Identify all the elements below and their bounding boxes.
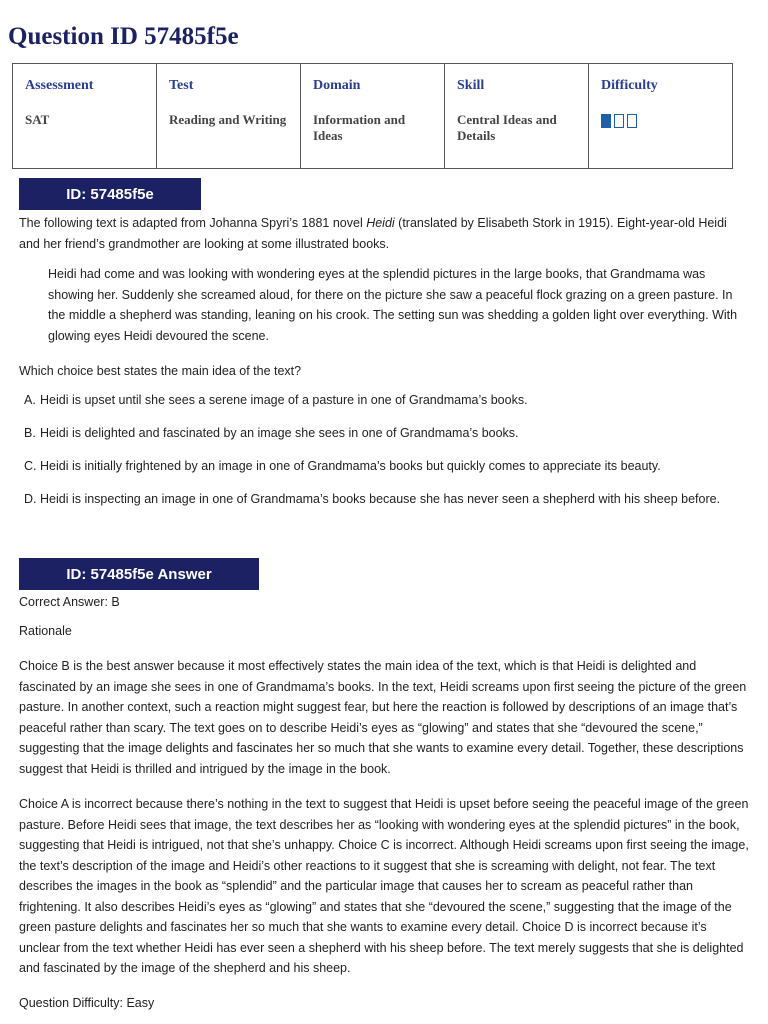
meta-cell-domain xyxy=(301,64,445,169)
intro-text-before: The following text is adapted from Johanna Spyri’s 1881 novel xyxy=(19,216,367,230)
correct-answer: Correct Answer: B xyxy=(19,595,120,609)
meta-row xyxy=(13,64,733,169)
question-text: Which choice best states the main idea of the text? xyxy=(19,364,302,378)
answer-choices xyxy=(24,390,744,522)
rationale-paragraph: Choice B is the best answer because it most effectively states the main idea of the text, which is that Heidi is delighted and fascinated by an image she sees in one of Grandmama’s books. In the text, Heidi screams upon first seeing the picture of the green pasture. In another context, such a reaction might suggest fear, but here the reaction is followed by descriptions of an image that’s peaceful rather than scary. The text goes on to describe Heidi’s eyes as “glowing” and states that she “devoured the scene,” suggesting that the image delights and fascinates her so much that she wants to examine every detail. Together, these descriptions suggest that Heidi is thrilled and intrigued by the image in the book. xyxy=(19,659,747,776)
meta-cell-assessment xyxy=(13,64,157,169)
choice-c xyxy=(24,456,744,477)
rationale-paragraph: Choice A is incorrect because there’s nothing in the text to suggest that Heidi is upset before seeing the peaceful image of the green pasture. Before Heidi sees that image, the text describes her as “looking with wondering eyes at the splendid pictures” in the book, suggesting that Heidi is intrigued, not that she’s unhappy. Choice C is incorrect. Although Heidi screams upon first seeing the image, the text’s description of the image and Heidi’s other reactions to it suggest that she is screaming with delight, not fear. The text describes the images in the book as “splendid” and the particular image that causes her to scream as peaceful rather than frightening. It also describes Heidi’s eyes as “glowing” and states that she “devoured the scene,” suggesting that the image of the green pasture delights and fascinates her so much that she wants to examine every detail. Choice D is incorrect because it’s unclear from the text whether Heidi has ever seen a shepherd with his sheep before. The text merely suggests that she is delighted and fascinated by the image of the shepherd and his sheep. xyxy=(19,797,749,975)
meta-cell-skill xyxy=(445,64,589,169)
meta-header-assessment: Assessment xyxy=(25,78,94,93)
choice-letter: D. xyxy=(24,492,37,506)
intro-text xyxy=(19,213,749,254)
rationale-label: Rationale xyxy=(19,624,72,638)
choice-b xyxy=(24,423,744,444)
choice-a xyxy=(24,390,744,411)
choice-text: Heidi is delighted and fascinated by an image she sees in one of Grandmama’s books. xyxy=(40,426,519,440)
meta-value-assessment: SAT xyxy=(25,112,50,127)
passage-text: Heidi had come and was looking with wondering eyes at the splendid pictures in the large books, that Grandmama was showing her. Suddenly she screamed aloud, for there on the picture she saw a peaceful flock grazing on a green pasture. In the middle a shepherd was standing, leaning on his crook. The setting sun was shedding a golden light over everything. With glowing eyes Heidi devoured the scene. xyxy=(48,267,738,343)
meta-value-test: Reading and Writing xyxy=(169,112,287,127)
difficulty-indicator xyxy=(601,114,720,128)
difficulty-bar-filled xyxy=(601,114,611,128)
difficulty-bar-empty xyxy=(614,114,624,128)
choice-text: Heidi is inspecting an image in one of Grandmama’s books because she has never seen a shepherd with his sheep before. xyxy=(40,492,721,506)
choice-text: Heidi is upset until she sees a serene image of a pasture in one of Grandmama’s books. xyxy=(40,393,528,407)
choice-letter: A. xyxy=(24,393,36,407)
choice-text: Heidi is initially frightened by an image in one of Grandmama’s books but quickly comes to appreciate its beauty. xyxy=(40,459,661,473)
meta-cell-test xyxy=(157,64,301,169)
difficulty-bar-empty xyxy=(627,114,637,128)
intro-text-after: (translated by Elisabeth Stork in 1915). Eight-year-old Heidi and her friend’s grandmother are looking at some illustrated books. xyxy=(19,216,727,251)
meta-value-skill: Central Ideas and Details xyxy=(457,112,557,143)
meta-value-domain: Information and Ideas xyxy=(313,112,406,143)
choice-letter: B. xyxy=(24,426,36,440)
question-meta-table xyxy=(12,63,733,169)
novel-title: Heidi xyxy=(366,216,395,230)
choice-d xyxy=(24,489,744,510)
question-difficulty: Question Difficulty: Easy xyxy=(19,996,155,1010)
page-title: Question ID 57485f5e xyxy=(8,23,239,50)
meta-header-difficulty: Difficulty xyxy=(601,78,658,93)
meta-header-skill: Skill xyxy=(457,78,485,93)
choice-letter: C. xyxy=(24,459,37,473)
meta-header-test: Test xyxy=(169,78,194,93)
meta-cell-difficulty xyxy=(589,64,733,169)
meta-header-domain: Domain xyxy=(313,78,361,93)
question-id-banner: ID: 57485f5e xyxy=(19,178,201,210)
answer-id-banner: ID: 57485f5e Answer xyxy=(19,558,259,590)
